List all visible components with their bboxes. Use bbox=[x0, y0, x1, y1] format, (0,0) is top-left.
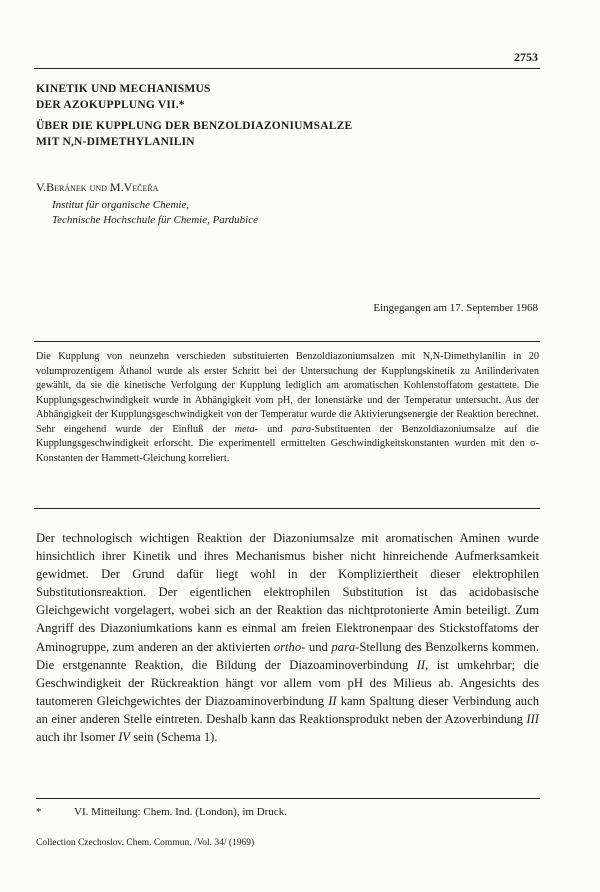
footnote-text: VI. Mitteilung: Chem. Ind. (London), im Druck. bbox=[74, 806, 287, 818]
footnote bbox=[36, 806, 539, 818]
affiliation-line-2: Technische Hochschule für Chemie, Pardubice bbox=[52, 214, 259, 226]
title-line-2: DER AZOKUPPLUNG VII.* bbox=[36, 98, 185, 111]
title-line-4: MIT N,N-DIMETHYLANILIN bbox=[36, 135, 195, 148]
footnote-rule bbox=[36, 798, 540, 799]
received-date: Eingegangen am 17. September 1968 bbox=[373, 302, 538, 314]
header-rule bbox=[34, 68, 540, 69]
footnote-mark: * bbox=[36, 806, 42, 818]
abstract: Die Kupplung von neunzehn verschieden substituierten Benzoldiazoniumsalzen mit N,N-Dimethylanilin in 20 volumprozentigem Äthanol wurde als erster Schritt bei der Untersuchung der Kupplungskinetik zu Anilinderivaten gewählt, da sie die kinetische Verfolgung der Kupplung lediglich am aromatischen Kohlenstoffatom gestattete. Die Kupplungsgeschwindigkeit wurde in Abhängigkeit vom pH, der Ionenstärke und der Temperatur untersucht. Aus der Abhängigkeit der Kupplungsgeschwindigkeit von der Temperatur wurde die Aktivierungsenergie der Reaktion berechnet. Sehr eingehend wurde der Einfluß der meta- und para-Substituenten der Benzoldiazoniumsalze auf die Kupplungsgeschwindigkeit erforscht. Die experimentell ermittelten Geschwindigkeitskonstanten wurden mit den σ-Konstanten der Hammett-Gleichung korreliert. bbox=[36, 351, 540, 464]
article-title bbox=[36, 82, 546, 150]
page-number: 2753 bbox=[514, 50, 538, 64]
title-line-3: ÜBER DIE KUPPLUNG DER BENZOLDIAZONIUMSALZE bbox=[36, 120, 353, 132]
abstract-rule-top bbox=[34, 341, 540, 342]
title-line-1: KINETIK UND MECHANISMUS bbox=[36, 83, 211, 95]
authors: V.Beránek und M.Večeřa bbox=[36, 180, 159, 194]
journal-citation: Collection Czechoslov. Chem. Commun. /Vol. 34/ (1969) bbox=[36, 838, 255, 848]
affiliation-line-1: Institut für organische Chemie, bbox=[52, 199, 190, 211]
body-paragraph: Der technologisch wichtigen Reaktion der Diazoniumsalze mit aromatischen Aminen wurde hinsichtlich ihrer Kinetik und ihres Mechanismus bisher nicht hinreichende Aufmerksamkeit gewidmet. Der Grund dafür liegt wohl in der Kompliziertheit dieser elektrophilen Substitutionsreaktion. Der eigentlichen elektrophilen Substitution ist das acidobasische Gleichgewicht vorgelagert, wobei sich an der Reaktion das nichtprotonierte Amin beteiligt. Zum Angriff des Diazoniumkations kann es einmal am freien Elektronenpaar des Stickstoffatoms der Aminogruppe, zum anderen an der aktivierten ortho- und para-Stellung des Benzolkerns kommen. Die erstgenannte Reaktion, die Bildung der Diazoaminoverbindung II, ist umkehrbar; die Geschwindigkeit der Rückreaktion hängt vor allem vom pH des Milieus ab. Angesichts des tautomeren Gleichgewichtes der Diazoaminoverbindung II kann Spaltung dieser Verbindung auch an einer anderen Stelle eintreten. Deshalb kann das Reaktionsprodukt neben der Azoverbindung III auch ihr Isomer IV sein (Schema 1). bbox=[36, 531, 539, 745]
abstract-rule-bottom bbox=[34, 508, 540, 509]
affiliation bbox=[52, 198, 258, 228]
